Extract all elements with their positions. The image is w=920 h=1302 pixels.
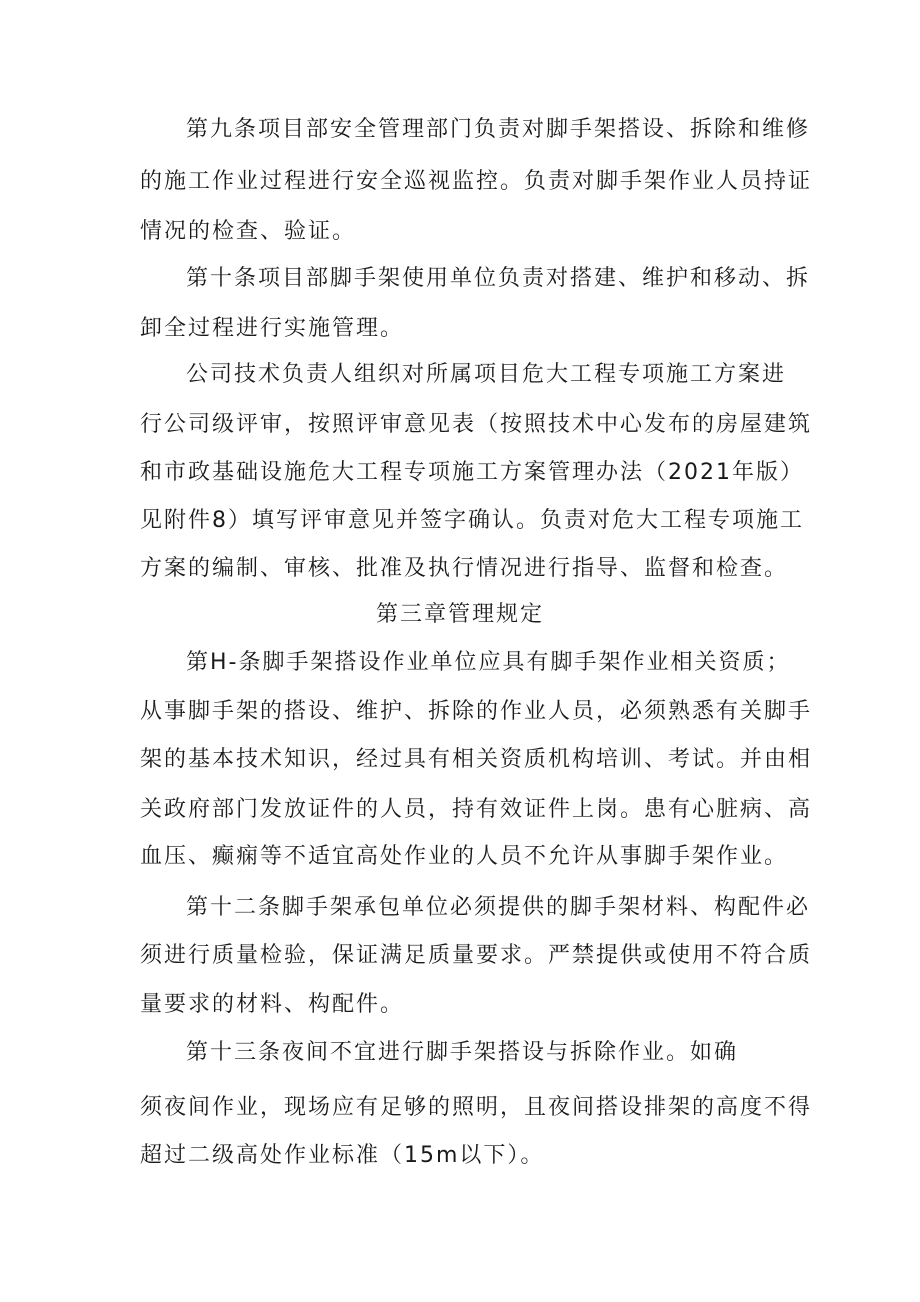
chapter-heading: 第三章管理规定 xyxy=(375,602,544,627)
text-line: 从事脚手架的搭设、维护、拆除的作业人员，必须熟悉有关脚手 xyxy=(140,699,813,724)
text-line: 行公司级评审，按照评审意见表（按照技术中心发布的房屋建筑 xyxy=(140,412,813,437)
text-line: 第十条项目部脚手架使用单位负责对搭建、维护和移动、拆 xyxy=(186,266,811,291)
text-line: 卸全过程进行实施管理。 xyxy=(140,316,405,341)
text-line: 架的基本技术知识，经过具有相关资质机构培训、考试。并由相 xyxy=(140,747,813,772)
text-line: 关政府部门发放证件的人员，持有效证件上岗。患有心脏病、高 xyxy=(140,797,813,822)
text-line: 方案的编制、审核、批准及执行情况进行指导、监督和检查。 xyxy=(140,556,789,581)
text-line: 的施工作业过程进行安全巡视监控。负责对脚手架作业人员持证 xyxy=(140,169,813,194)
text-line: 须进行质量检验，保证满足质量要求。严禁提供或使用不符合质 xyxy=(140,943,813,968)
text-line: 超过二级高处作业标准（15m以下）。 xyxy=(140,1143,545,1168)
text-line: 第H-条脚手架搭设作业单位应具有脚手架作业相关资质； xyxy=(186,650,791,675)
text-line: 须夜间作业，现场应有足够的照明，且夜间搭设排架的高度不得 xyxy=(140,1095,813,1120)
text-line: 量要求的材料、构配件。 xyxy=(140,992,405,1017)
text-line: 和市政基础设施危大工程专项施工方案管理办法（2021年版） xyxy=(140,460,804,485)
text-line: 第十三条夜间不宜进行脚手架搭设与拆除作业。如确 xyxy=(186,1040,739,1065)
text-line: 血压、癫痫等不适宜高处作业的人员不允许从事脚手架作业。 xyxy=(140,844,789,869)
text-line: 见附件8）填写评审意见并签字确认。负责对危大工程专项施工 xyxy=(140,508,804,533)
text-line: 第九条项目部安全管理部门负责对脚手架搭设、拆除和维修 xyxy=(186,117,811,142)
text-line: 情况的检查、验证。 xyxy=(140,219,357,244)
text-line: 公司技术负责人组织对所属项目危大工程专项施工方案进 xyxy=(186,362,787,387)
text-line: 第十二条脚手架承包单位必须提供的脚手架材料、构配件必 xyxy=(186,895,811,920)
